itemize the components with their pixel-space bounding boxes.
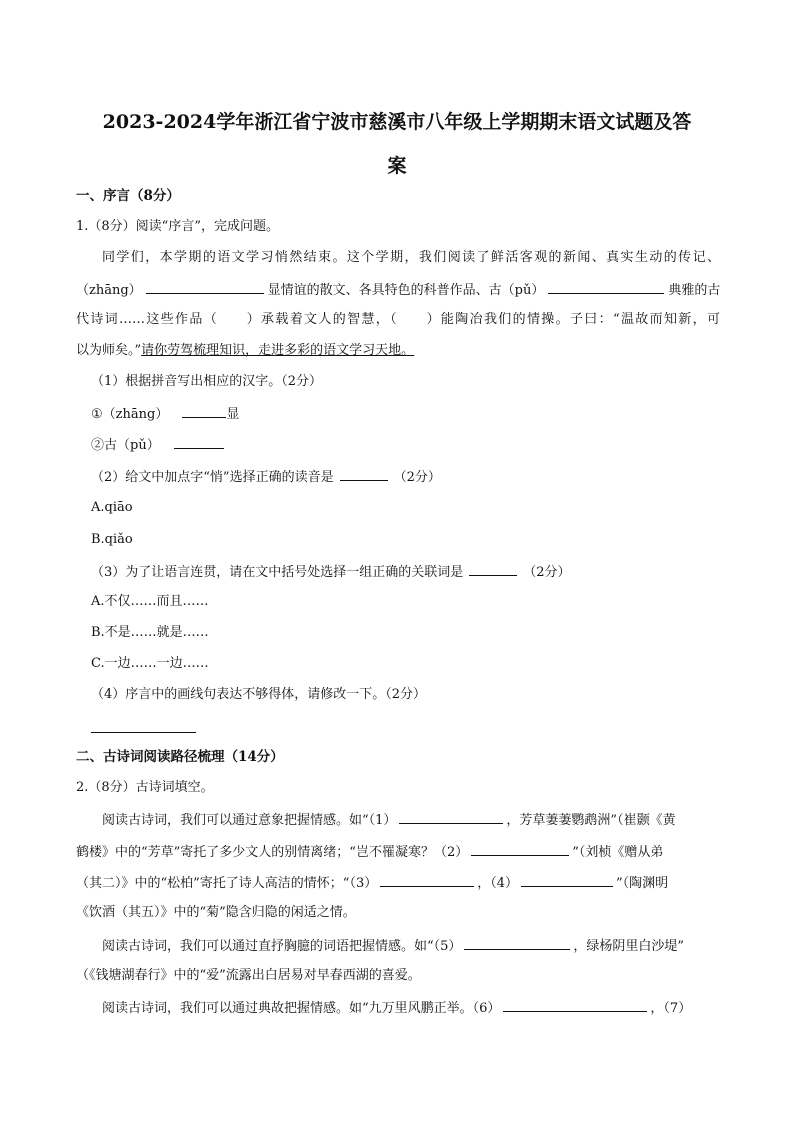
passage-2-line-5: 阅读古诗词，我们可以通过直抒胸臆的词语把握情感。如“（5） ，绿杨阴里白沙堤”	[102, 935, 684, 957]
answer-blank-1-4[interactable]	[91, 732, 196, 733]
page-title	[60, 100, 734, 188]
question-1-1-b: ②古（pǔ）	[91, 434, 224, 456]
question-1-1: （1）根据拼音写出相应的汉字。（2分）	[91, 374, 323, 389]
question-1-4: （4）序言中的画线句表达不够得体，请修改一下。（2分）	[91, 687, 427, 702]
blank-pu[interactable]	[548, 279, 664, 294]
poem-blank-6[interactable]	[503, 997, 647, 1012]
passage-1-line-2: （zhāng） 显情谊的散文、各具特色的科普作品、古（pǔ） 典雅的古	[76, 279, 720, 301]
passage-1-line-3: 代诗词……这些作品（ ）承载着文人的智慧，（ ）能陶冶我们的情操。子曰：“温故而知新，可	[76, 312, 720, 327]
poem-blank-3[interactable]	[380, 872, 474, 887]
passage-2-line-2: 鹤楼》中的“芳草”寄托了多少文人的别情离绪；“岂不罹凝寒？（2） ”（刘桢《赠从弟	[76, 841, 663, 863]
passage-2-line-7: 阅读古诗词，我们可以通过典故把握情感。如“九万里风鹏正举。（6） ，（7）	[102, 997, 691, 1019]
answer-blank-1-2[interactable]	[340, 466, 388, 481]
answer-blank-1b[interactable]	[174, 434, 224, 449]
question-1-1-a: ①（zhāng） 显	[91, 403, 239, 425]
passage-1-line-1: 同学们，本学期的语文学习悄然结束。这个学期，我们阅读了鲜活客观的新闻、真实生动的传记、	[102, 250, 720, 265]
poem-blank-5[interactable]	[464, 935, 570, 950]
question-1-2: （2）给文中加点字“悄”选择正确的读音是 （2分）	[91, 466, 441, 488]
blank-zhang[interactable]	[146, 279, 264, 294]
passage-2-line-6: （《钱塘湖春行》中的“爱”流露出白居易对早春西湖的喜爱。	[76, 968, 421, 983]
passage-2-line-4: 《饮酒（其五）》中的“菊”隐含归隐的闲适之情。	[76, 905, 356, 920]
option-1-3-b[interactable]: B.不是……就是……	[91, 625, 209, 640]
question-1-stem: 1.（8分）阅读“序言”，完成问题。	[76, 219, 279, 234]
option-1-3-a[interactable]: A.不仅……而且……	[91, 594, 209, 609]
option-1-2-a[interactable]: A.qiāo	[91, 500, 133, 515]
option-1-2-b[interactable]: B.qiǎo	[91, 532, 133, 547]
passage-2-line-1: 阅读古诗词，我们可以通过意象把握情感。如“（1） ，芳草萋萋鹦鹉洲”（崔颢《黄	[102, 809, 676, 831]
answer-blank-1-3[interactable]	[469, 561, 517, 576]
passage-1-line-4: 以为师矣。”请你劳驾梳理知识，走进多彩的语文学习天地。	[76, 343, 415, 358]
underlined-sentence: 请你劳驾梳理知识，走进多彩的语文学习天地。	[141, 343, 415, 358]
poem-blank-1[interactable]	[399, 809, 503, 824]
title-line-2: 案	[387, 155, 407, 177]
section-1-heading: 一、序言（8分）	[76, 188, 180, 204]
section-2-heading: 二、古诗词阅读路径梳理（14分）	[76, 749, 284, 765]
answer-blank-1a[interactable]	[182, 403, 226, 418]
option-1-3-c[interactable]: C.一边……一边……	[91, 656, 209, 671]
passage-2-line-3: （其二）》中的“松柏”寄托了诗人高洁的情怀；“（3） ，（4） ”（陶渊明	[76, 872, 668, 894]
question-2-stem: 2.（8分）古诗词填空。	[76, 780, 214, 795]
question-1-3: （3）为了让语言连贯，请在文中括号处选择一组正确的关联词是 （2分）	[91, 561, 571, 583]
poem-blank-2[interactable]	[471, 841, 569, 856]
title-line-1: 2023-2024学年浙江省宁波市慈溪市八年级上学期期末语文试题及答	[102, 111, 692, 133]
poem-blank-4[interactable]	[521, 872, 613, 887]
